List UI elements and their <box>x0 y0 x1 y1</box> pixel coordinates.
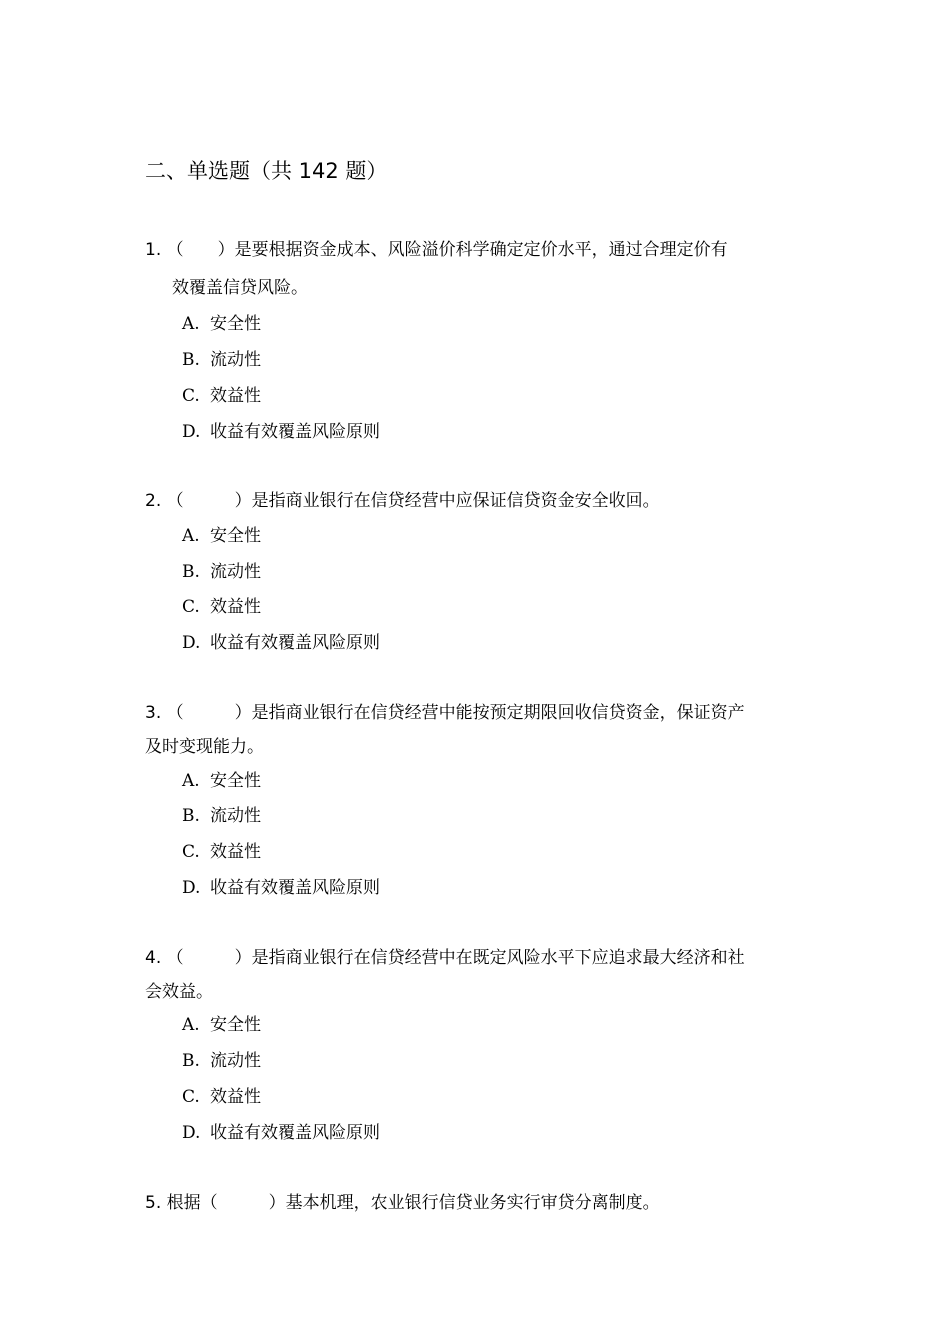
question-2-option-a: A. 安全性 <box>182 526 261 546</box>
question-1-option-d: D. 收益有效覆盖风险原则 <box>182 422 380 442</box>
question-4-option-b: B. 流动性 <box>182 1051 261 1071</box>
question-3-text-continued: 及时变现能力。 <box>145 737 264 757</box>
question-5-text: 5. 根据（ ）基本机理，农业银行信贷业务实行审贷分离制度。 <box>145 1193 660 1213</box>
question-4-text-continued: 会效益。 <box>145 982 213 1002</box>
question-3-option-a: A. 安全性 <box>182 771 261 791</box>
question-4-option-d: D. 收益有效覆盖风险原则 <box>182 1123 380 1143</box>
question-3-text: 3. （ ）是指商业银行在信贷经营中能按预定期限回收信贷资金，保证资产 <box>145 703 745 723</box>
question-2-option-c: C. 效益性 <box>182 597 261 617</box>
question-2-text: 2. （ ）是指商业银行在信贷经营中应保证信贷资金安全收回。 <box>145 491 660 511</box>
question-1-option-c: C. 效益性 <box>182 386 261 406</box>
question-4-option-c: C. 效益性 <box>182 1087 261 1107</box>
question-1-option-b: B. 流动性 <box>182 350 261 370</box>
question-2-option-b: B. 流动性 <box>182 562 261 582</box>
question-2-option-d: D. 收益有效覆盖风险原则 <box>182 633 380 653</box>
question-3-option-d: D. 收益有效覆盖风险原则 <box>182 878 380 898</box>
question-1-option-a: A. 安全性 <box>182 314 261 334</box>
question-4-option-a: A. 安全性 <box>182 1015 261 1035</box>
question-3-option-b: B. 流动性 <box>182 806 261 826</box>
question-3-option-c: C. 效益性 <box>182 842 261 862</box>
question-1-text: 1. （ ）是要根据资金成本、风险溢价科学确定定价水平，通过合理定价有 <box>145 240 728 260</box>
section-title: 二、单选题（共 142 题） <box>145 159 388 183</box>
question-4-text: 4. （ ）是指商业银行在信贷经营中在既定风险水平下应追求最大经济和社 <box>145 948 745 968</box>
question-1-text-continued: 效覆盖信贷风险。 <box>172 278 308 298</box>
